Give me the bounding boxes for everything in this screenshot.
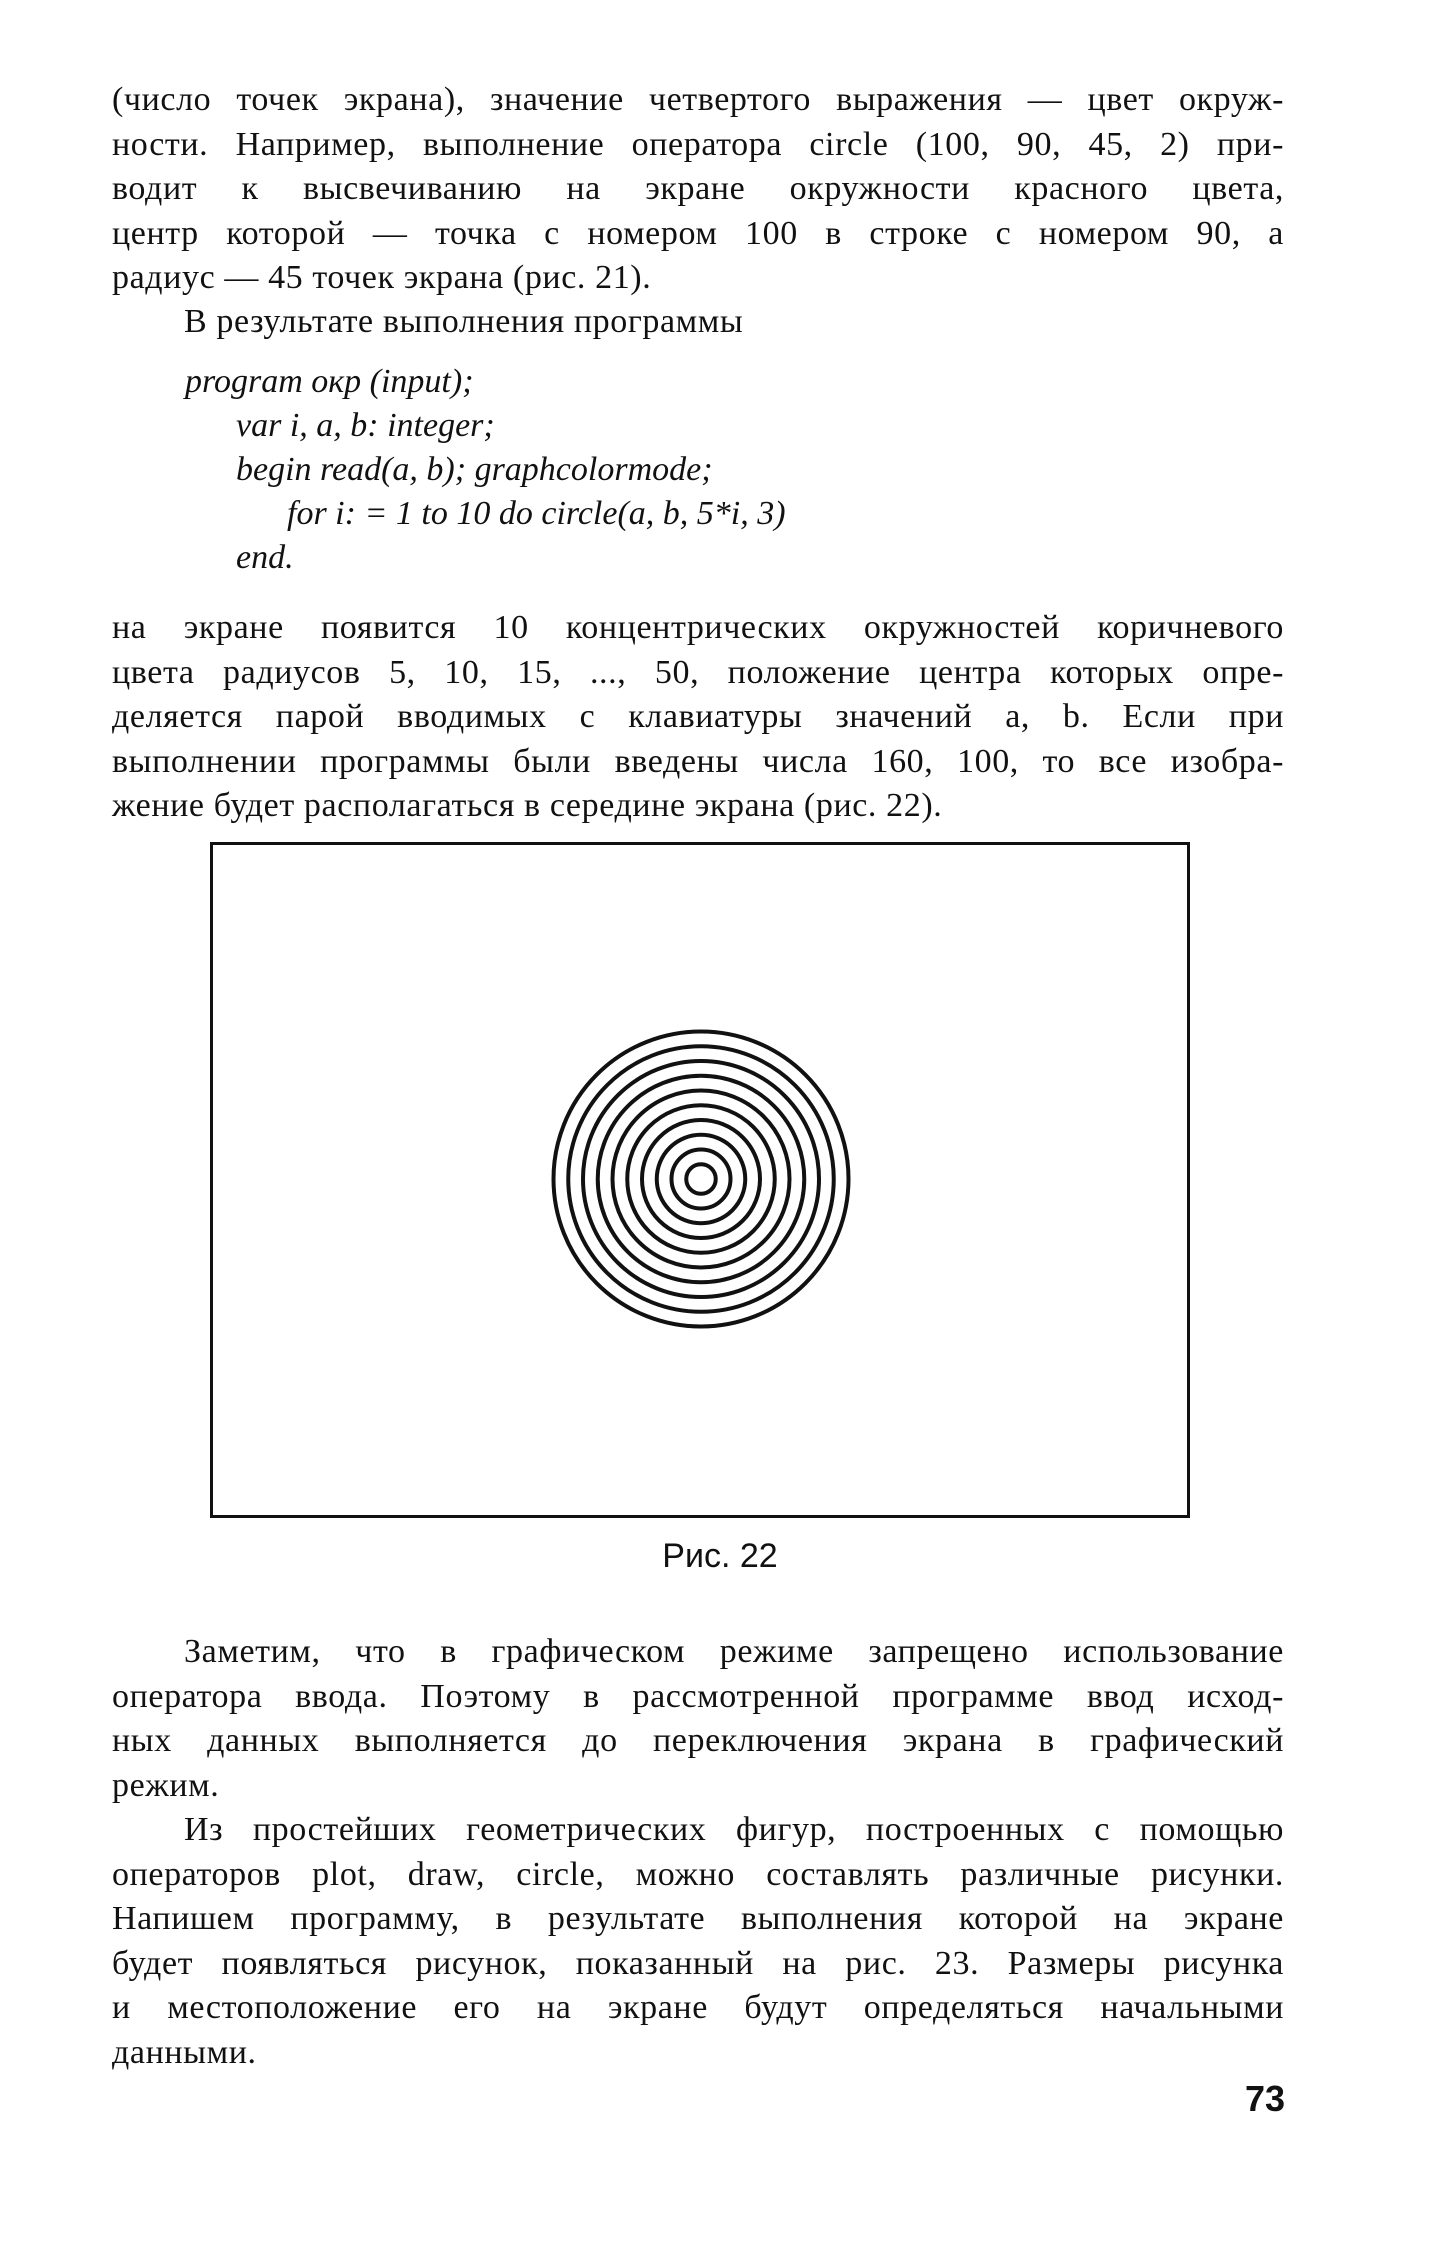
circle-ring-4 xyxy=(642,1120,760,1238)
text-line: операторов plot, draw, circle, можно составлять различные рисунки. xyxy=(112,1855,1284,1893)
text-line: жение будет располагаться в середине экрана (рис. 22). xyxy=(112,787,943,824)
text-line: водит к высвечиванию на экране окружности красного цвета, xyxy=(112,170,1284,207)
code-line: end. xyxy=(185,539,294,576)
text-line: (число точек экрана), значение четвертого выражения — цвет окруж- xyxy=(112,81,1284,118)
text-line: Из простейших геометрических фигур, построенных с помощью xyxy=(184,1811,1284,1848)
text-line: на экране появится 10 концентрических окружностей коричневого xyxy=(112,609,1284,646)
text-line: Заметим, что в графическом режиме запрещено использование xyxy=(184,1633,1284,1670)
paragraph-3 xyxy=(112,606,1284,829)
figure-caption: Рис. 22 xyxy=(662,1537,778,1575)
circle-ring-2 xyxy=(672,1150,731,1209)
paragraph-2 xyxy=(112,300,1284,345)
circle-ring-5 xyxy=(627,1105,775,1253)
code-line: var i, a, b: integer; xyxy=(185,407,495,444)
code-line: program окр (input); xyxy=(185,363,474,400)
text-line: ных данных выполняется до переключения экрана в графический xyxy=(112,1722,1284,1759)
concentric-circles-figure xyxy=(213,845,1187,1515)
text-line: режим. xyxy=(112,1766,220,1804)
circle-ring-6 xyxy=(613,1091,790,1268)
program-listing xyxy=(185,360,786,580)
text-line: деляется парой вводимых с клавиатуры значений a, b. Если при xyxy=(112,698,1284,735)
screen-figure-frame xyxy=(210,842,1190,1518)
code-line: begin read(a, b); graphcolormode; xyxy=(185,451,713,488)
text-line: данными. xyxy=(112,2033,257,2071)
code-line: for i: = 1 to 10 do circle(a, b, 5*i, 3) xyxy=(185,495,786,532)
text-line: Напишем программу, в результате выполнения которой на экране xyxy=(112,1900,1284,1937)
text-line: цвета радиусов 5, 10, 15, ..., 50, положение центра которых опре- xyxy=(112,653,1284,691)
text-line: ности. Например, выполнение оператора circle (100, 90, 45, 2) при- xyxy=(112,125,1284,163)
text-line: центр которой — точка с номером 100 в строке с номером 90, а xyxy=(112,214,1284,252)
text-line: выполнении программы были введены числа 160, 100, то все изобра- xyxy=(112,742,1284,780)
text-line: оператора ввода. Поэтому в рассмотренной программе ввод исход- xyxy=(112,1677,1284,1715)
paragraph-5 xyxy=(112,1808,1284,2075)
text-line: и местоположение его на экране будут определяться начальными xyxy=(112,1989,1284,2026)
text-line: будет появляться рисунок, показанный на рис. 23. Размеры рисунка xyxy=(112,1944,1284,1982)
circle-ring-1 xyxy=(686,1164,716,1194)
paragraph-4 xyxy=(112,1630,1284,1808)
text-line: радиус — 45 точек экрана (рис. 21). xyxy=(112,259,652,296)
text-line: В результате выполнения программы xyxy=(184,303,744,340)
paragraph-1 xyxy=(112,78,1284,301)
circle-ring-8 xyxy=(583,1061,819,1297)
circle-ring-9 xyxy=(568,1046,834,1312)
page-number: 73 xyxy=(1245,2078,1286,2119)
